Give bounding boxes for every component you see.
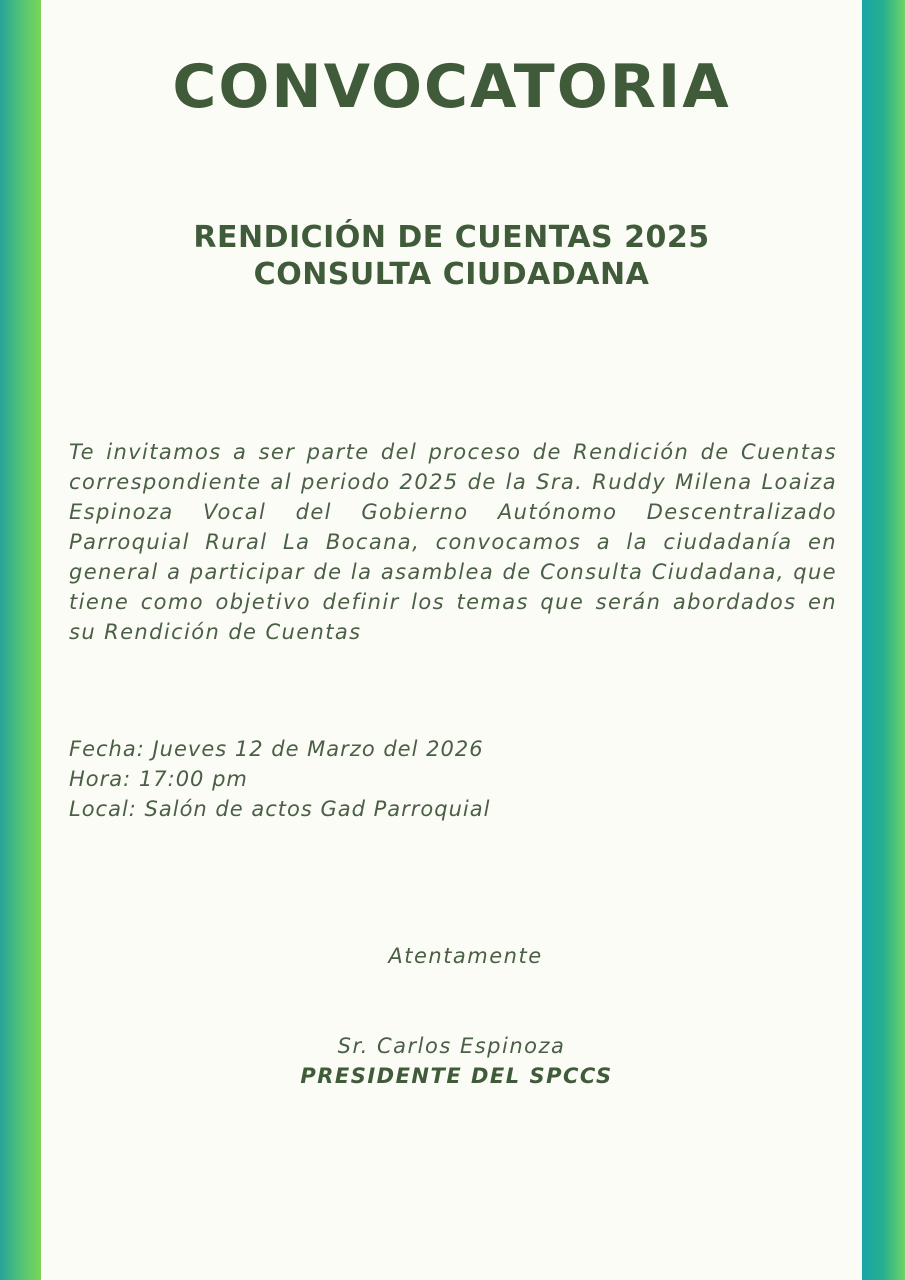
event-time: Hora: 17:00 pm: [69, 767, 248, 791]
event-location: Local: Salón de actos Gad Parroquial: [69, 797, 491, 821]
right-gradient-border: [862, 0, 905, 1280]
document-subtitle: [41, 219, 862, 293]
left-gradient-border: [0, 0, 41, 1280]
signer-role: PRESIDENTE DEL SPCCS: [300, 1064, 613, 1088]
document-page: [41, 0, 862, 1280]
subtitle-line-1: RENDICIÓN DE CUENTAS 2025: [193, 220, 710, 255]
subtitle-line-2: CONSULTA CIUDADANA: [253, 257, 650, 292]
closing-salutation: Atentamente: [388, 944, 543, 968]
document-title: CONVOCATORIA: [172, 52, 731, 122]
signer-name: Sr. Carlos Espinoza: [337, 1034, 566, 1058]
event-date: Fecha: Jueves 12 de Marzo del 2026: [69, 737, 484, 761]
event-details: [69, 734, 490, 824]
invitation-paragraph: Te invitamos a ser parte del proceso de Rendición de Cuentas correspondiente al periodo 2025 de la Sra. Ruddy Milena Loaiza Espinoza Vocal del Gobierno Autónomo Descentralizado Parroquial Rural La Bocana, convocamos a la ciudadanía en general a participar de la asamblea de Consulta Ciudadana, que tiene como objetivo definir los temas que serán abordados en su Rendición de Cuentas: [69, 440, 837, 644]
